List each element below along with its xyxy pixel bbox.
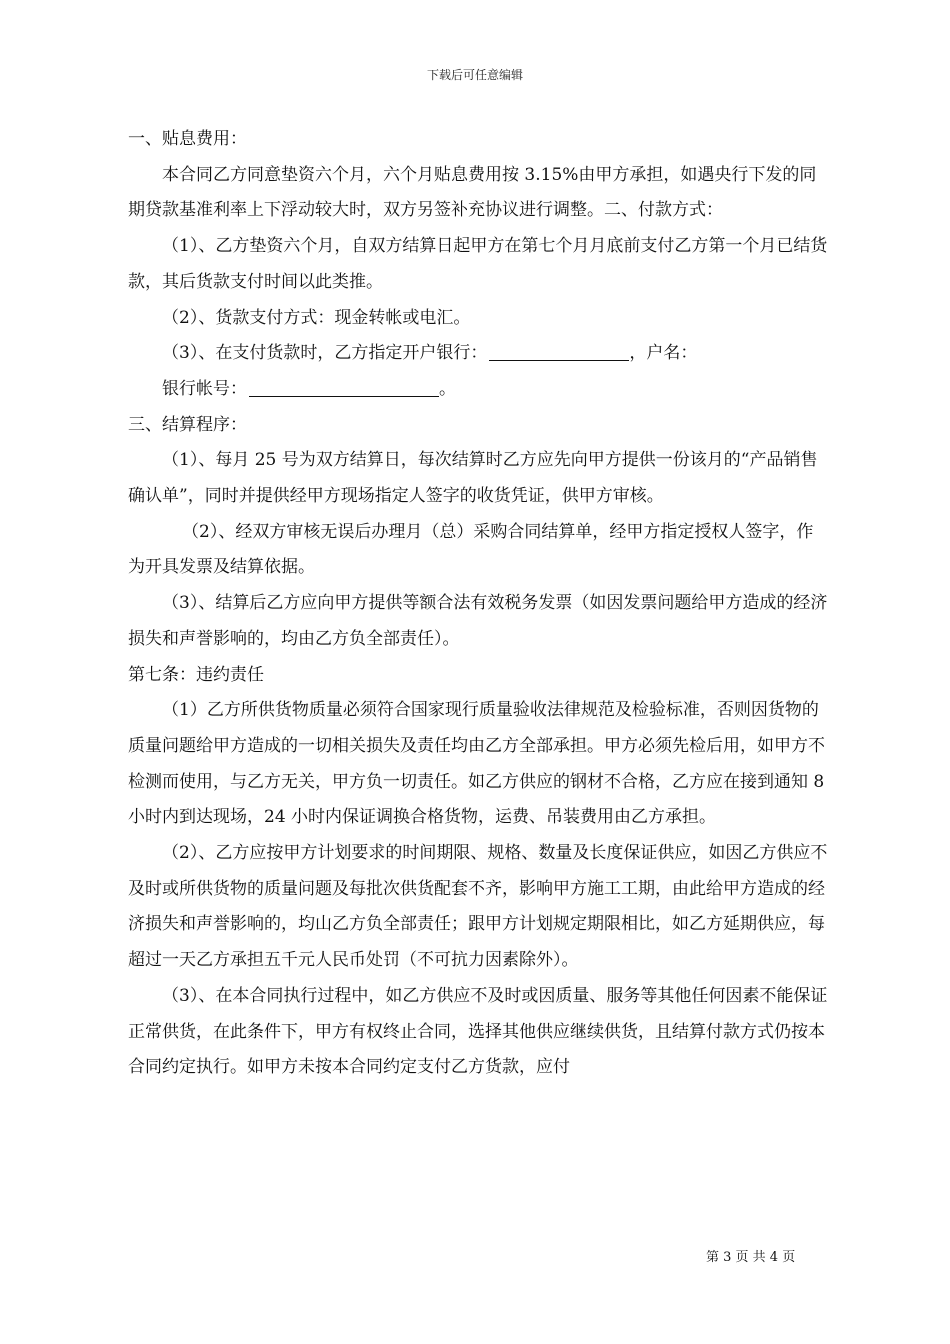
paragraph-settlement-2: （2）、经双方审核无误后办理月（总）采购合同结算单，经甲方指定授权人签字，作为开具发票及结算依据。	[128, 521, 814, 578]
bank-account-end: 。	[439, 378, 456, 399]
section-heading-interest: 一、贴息费用：	[128, 129, 247, 149]
paragraph-payment-1: （1）、乙方垫资六个月，自双方结算日起甲方在第七个月月底前支付乙方第一个月已结货款，其后货款支付时间以此类推。	[128, 236, 828, 292]
paragraph-payment-3	[128, 336, 828, 372]
article-heading-breach: 第七条：违约责任	[128, 664, 264, 685]
paragraph-breach-1: （1）乙方所供货物质量必须符合国家现行质量验收法律规范及检验标准，否则因货物的质量问题给甲方造成的一切相关损失及责任均由乙方全部承担。甲方必须先检后用，如甲方不检测而使用，与乙方无关，甲方负一切责任。如乙方供应的钢材不合格，乙方应在接到通知 8 小时内到达现场，24 小时内保证调换合格货物，运费、吊装费用由乙方承担。	[128, 700, 825, 828]
paragraph-settlement-3: （3）、结算后乙方应向甲方提供等额合法有效税务发票（如因发票问题给甲方造成的经济损失和声誉影响的，均由乙方负全部责任）。	[128, 593, 828, 649]
paragraph-breach-2: （2）、乙方应按甲方计划要求的时间期限、规格、数量及长度保证供应，如因乙方供应不及时或所供货物的质量问题及每批次供货配套不齐，影响甲方施工工期，由此给甲方造成的经济损失和声誉影响的，均山乙方负全部责任；跟甲方计划规定期限相比，如乙方延期供应，每超过一天乙方承担五千元人民币处罚（不可抗力因素除外）。	[128, 843, 828, 971]
account-holder-label: ，户名：	[629, 343, 698, 364]
page-number: 第 3 页 共 4 页	[706, 1250, 796, 1265]
bank-account-blank	[249, 376, 439, 397]
page-header-note: 下载后可任意编辑	[426, 68, 523, 82]
bank-label: （3）、在支付货款时，乙方指定开户银行：	[162, 343, 488, 364]
paragraph-payment-2: （2）、货款支付方式：现金转帐或电汇。	[162, 307, 471, 328]
paragraph-breach-3: （3）、在本合同执行过程中，如乙方供应不及时或因质量、服务等其他任何因素不能保证正常供货，在此条件下，甲方有权终止合同，选择其他供应继续供货，且结算付款方式仍按本合同约定执行。如甲方未按本合同约定支付乙方货款，应付	[128, 985, 828, 1078]
bank-name-blank	[489, 340, 629, 361]
bank-account-label: 银行帐号：	[162, 378, 247, 399]
paragraph-settlement-1: （1）、每月 25 号为双方结算日，每次结算时乙方应先向甲方提供一份该月的“产品销售确认单”，同时并提供经甲方现场指定人签字的收货凭证，供甲方审核。	[128, 450, 818, 507]
section-heading-settlement: 三、结算程序：	[128, 414, 247, 435]
paragraph-interest-terms: 本合同乙方同意垫资六个月，六个月贴息费用按 3.15%由甲方承担，如遇央行下发的同期贷款基准利率上下浮动较大时，双方另签补充协议进行调整。二、付款方式：	[128, 164, 817, 221]
document-body	[128, 122, 828, 1086]
paragraph-bank-account	[128, 372, 828, 408]
